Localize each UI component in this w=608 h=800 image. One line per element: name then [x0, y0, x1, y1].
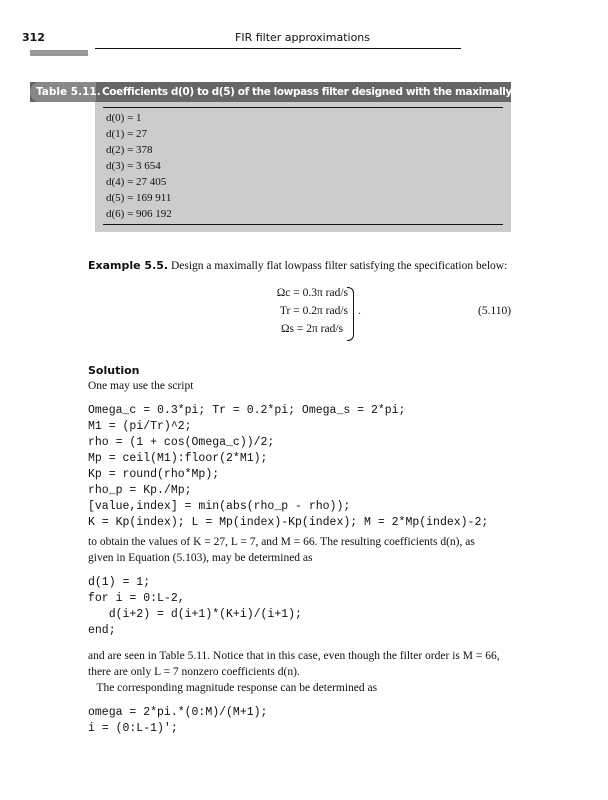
text-line: d(4) = 27 405 [106, 176, 167, 188]
text-line: i = (0:L-1)'; [88, 722, 178, 735]
text-line: M1 = (pi/Tr)^2; [88, 420, 192, 433]
header-tab-decoration [30, 50, 88, 56]
text-line: there are only L = 7 nonzero coefficients d(n). [88, 666, 300, 678]
code-block-1 [88, 404, 488, 532]
equation-3: Ωs = 2π rad/s [280, 323, 343, 335]
text-line: [value,index] = min(abs(rho_p - rho)); [88, 500, 351, 513]
text-line: d(1) = 27 [106, 128, 148, 140]
table-body [95, 102, 511, 232]
equation-brace [347, 287, 354, 341]
text-line: given in Equation (5.103), may be determined as [88, 552, 313, 564]
text-line: d(6) = 906 192 [106, 208, 172, 220]
document-page: 312 FIR filter approximations Table 5.11. Coefficients d(0) to d(5) of the lowpass filter designed with the maximally flat method. d(0) = 1 d(1) = 27 d(2) = 378 d(3) = 3 654 d(4) = 27 405 d(5) = 169 911 d(6) = 906 192 Example 5.5. Design a maximally flat lowpass filter satisfying the specification below: Ωc = 0.3π rad/s Tr = 0.2π rad/s Ωs = 2π rad/s . (5.110) Solution One may use the script Omega_c = 0.3*pi; Tr = 0.2*pi; Omega_s = 2*pi; M1 = (pi/Tr)^2; rho = (1 + cos(Omega_c))/2; Mp = ceil(M1):floor(2*M1); Kp = round(rho*Mp); rho_p = Kp./Mp; [value,index] = min(abs(rho_p - rho)); K = Kp(index); L = Mp(index)-Kp(index); M = 2*Mp(index)-2; to obtain the values of K = 27, L = 7, and M = 66. The resulting coefficients d(n), as given in Equation (5.103), may be determined as d(1) = 1; for i = 0:L-2, d(i+2) = d(i+1)*(K+i)/(i+1); end; and are seen in Table 5.11. Notice that in this case, even though the filter order is M = 66, there are only L = 7 nonzero coefficients d(n). The corresponding magnitude response can be determined as omega = 2*pi.*(0:M)/(M+1); i = (0:L-1)'; [0, 0, 608, 800]
text-line: rho_p = Kp./Mp; [88, 484, 192, 497]
text-line: to obtain the values of K = 27, L = 7, and M = 66. The resulting coefficients d(n), as [88, 536, 475, 548]
text-line: d(1) = 1; [88, 576, 151, 589]
paragraph-2 [88, 650, 500, 698]
text-line: d(0) = 1 [106, 112, 142, 124]
text-line: for i = 0:L-2, [88, 592, 185, 605]
text-line: The corresponding magnitude response can be determined as [88, 682, 378, 694]
example-label: Example 5.5. [88, 259, 169, 272]
paragraph-1 [88, 536, 475, 568]
text-line: omega = 2*pi.*(0:M)/(M+1); [88, 706, 268, 719]
text-line: d(2) = 378 [106, 144, 153, 156]
equation-1: Ωc = 0.3π rad/s [276, 287, 348, 299]
page-number: 312 [22, 31, 45, 44]
header-rule [95, 48, 461, 49]
example-text: Design a maximally flat lowpass filter satisfying the specification below: [170, 260, 508, 272]
equation-2: Tr = 0.2π rad/s [279, 305, 348, 317]
code-block-2 [88, 576, 302, 640]
solution-heading: Solution [88, 364, 140, 377]
table-caption: Coefficients d(0) to d(5) of the lowpass filter designed with the maximally flat method. [102, 86, 584, 98]
code-block-3 [88, 706, 267, 738]
text-line: rho = (1 + cos(Omega_c))/2; [88, 436, 275, 449]
table-label: Table 5.11. [30, 82, 96, 102]
text-line: d(5) = 169 911 [106, 192, 172, 204]
text-line: and are seen in Table 5.11. Notice that in this case, even though the filter order is M = 66, [88, 650, 500, 662]
text-line: d(3) = 3 654 [106, 160, 161, 172]
equation-number: (5.110) [478, 305, 512, 317]
text-line: Kp = round(rho*Mp); [88, 468, 220, 481]
text-line: K = Kp(index); L = Mp(index)-Kp(index); M = 2*Mp(index)-2; [88, 516, 489, 529]
text-line: Omega_c = 0.3*pi; Tr = 0.2*pi; Omega_s = 2*pi; [88, 404, 406, 417]
text-line: d(i+2) = d(i+1)*(K+i)/(i+1); [88, 608, 302, 621]
running-title: FIR filter approximations [235, 31, 370, 44]
text-line: end; [88, 624, 116, 637]
text-line: Mp = ceil(M1):floor(2*M1); [88, 452, 268, 465]
solution-intro: One may use the script [88, 380, 194, 392]
